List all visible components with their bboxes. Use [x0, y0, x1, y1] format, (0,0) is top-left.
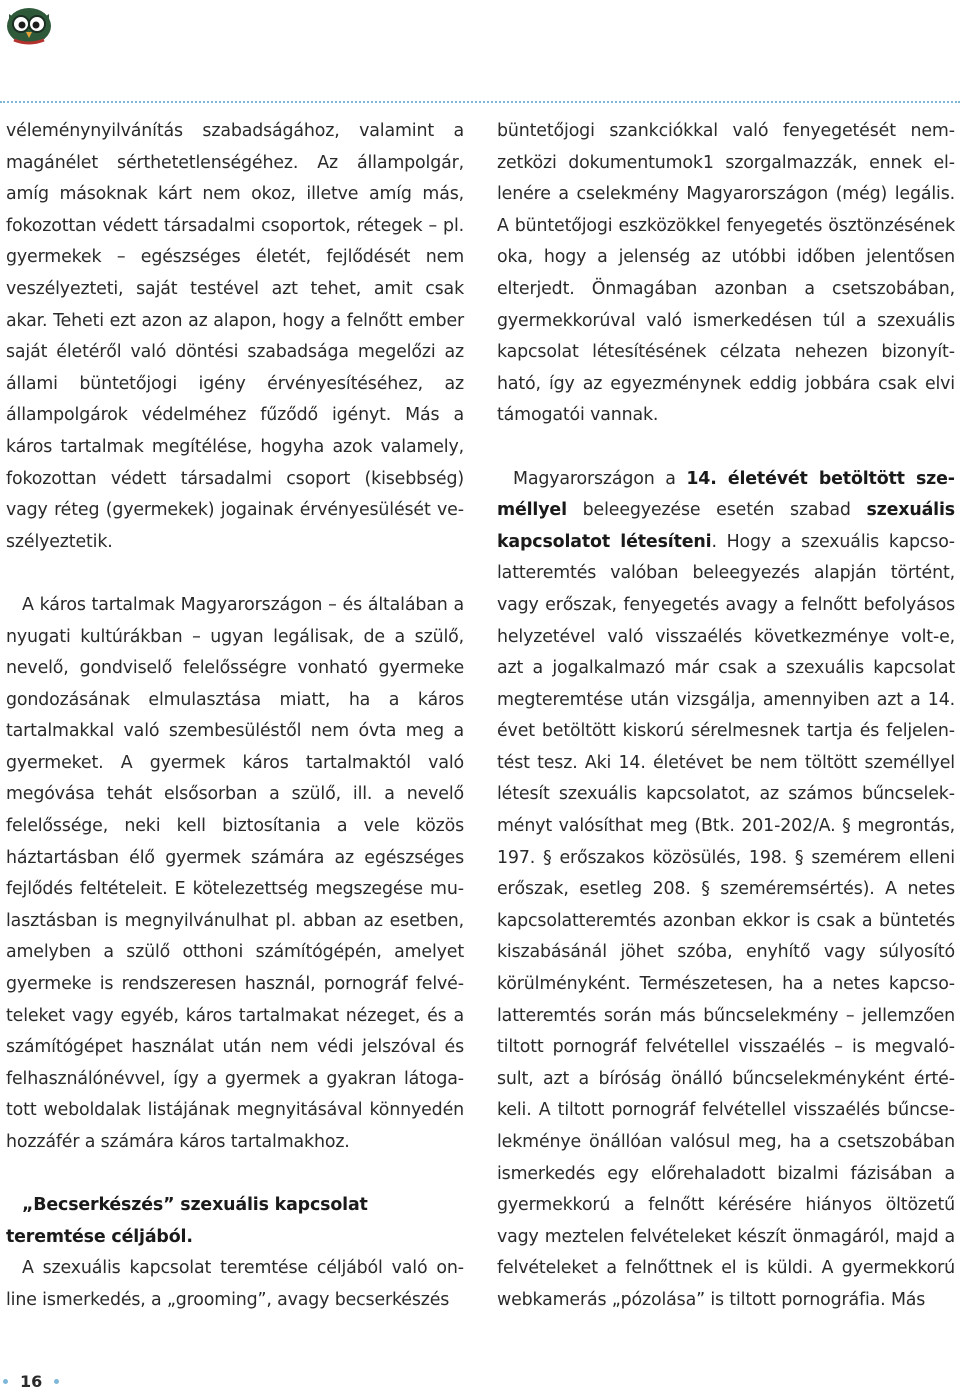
section-heading-text: „Becserkészés” szexuális kapcsolat teremtése céljából. — [6, 1195, 368, 1247]
left-paragraph-1: véleménynyilvánítás szabadságához, valamint a magánélet sérthetetlenségéhez. Az állampolgár, amíg másoknak kárt nem okoz, illetve amíg más, fokozottan védett társadalmi csoportok, rétegek – pl. gyermekek – egészséges életét, fejlődését nem veszélyezteti, saját testével azt tehet, amit csak akar. Teheti ezt azon az alapon, hogy a felnőtt ember saját életéről való döntési szabadsága megelőzi az állami büntetőjogi igény érvényesítéséhez, az állampolgárok védelméhez fűződő igényt. Más a káros tartalmak megítélése, hogyha azok valamely, fokozottan védett társadalmi csoport (kisebbség) vagy réteg (gyermekek) jogainak érvényesülését veszélyeztetik. — [6, 121, 464, 552]
page-footer — [0, 1366, 59, 1396]
left-column — [6, 116, 464, 1317]
right-p2-bold-age: 14. életévét betöltött személlyel — [497, 468, 955, 521]
right-p2-bold-consent: szexuális kapcsolatot létesíteni — [497, 500, 955, 552]
owl-logo-icon — [4, 0, 54, 46]
footer-dot-left — [3, 1379, 8, 1384]
top-divider — [0, 101, 960, 103]
right-column — [497, 116, 955, 1317]
right-paragraph-1: büntetőjogi szankciókkal való fenyegetését nemzetközi dokumentumok1 szorgalmazzák, ennek ellenére a cselekmény Magyarországon (még) legális. A büntetőjogi eszközökkel fenyegetés ösztönzésének oka, hogy a jelenség az utóbbi időben jelentősen elterjedt. Önmagában azonban a csetszobában, gyermekkorúval való ismerkedésen túl a szexuális kapcsolat létesítésének célzata nehezen bizonyítható, így az egyezménynek eddig jobbára csak elvi támogatói vannak. — [497, 121, 955, 426]
right-p2-mid: beleegyezése esetén szabad — [566, 500, 867, 521]
section-heading — [6, 1190, 464, 1253]
right-paragraph-2 — [497, 464, 955, 1317]
right-p2-start: Magyarországon a — [513, 468, 687, 489]
footer-dot-right — [54, 1379, 59, 1384]
page-number: 16 — [20, 1371, 43, 1391]
left-paragraph-2: A káros tartalmak Magyarországon – és általában a nyugati kultúrákban – ugyan legálisak, de a szülő, nevelő, gondviselő felelősségre vonható gyermeke gondozásának elmulasztása miatt, ha a káros tartalmakkal való szembesüléstől nem óvta meg a gyermeket. A gyermek káros tartalmaktól való megóvása tehát elsősorban a szülő, ill. a nevelő felelőssége, neki kell biztosítania a vele közös háztartásban élő gyermek számára az egészséges fejlődés feltételeit. E kötelezettség megszegése mulasztásban is megnyilvánulhat pl. abban az esetben, amelyben a szülő otthoni számítógépén, amelyet gyermeke is rendszeresen használ, pornográf felvételeket vagy egyéb, káros tartalmakat nézeget, és a számítógépet használat után nem védi jelszóval és felhasználónévvel, így a gyermek a gyakran látogatott weboldalak listájának megnyitásával könnyedén hozzáfér a számára káros tartalmakhoz. — [6, 594, 464, 1152]
left-paragraph-3: A szexuális kapcsolat teremtése céljából való online ismerkedés, a „grooming”, avagy becserkészés — [6, 1258, 464, 1310]
right-p2-rest: . Hogy a szexuális kapcsolatteremtés valóban beleegyezés alapján történt, vagy erőszak, fenyegetés avagy a felnőtt befolyásos helyzetével való visszaélés következménye volt-e, azt a jogalkalmazó már csak a szexuális kapcsolat megteremtése után vizsgálja, amennyiben azt a 14. évet betöltött kiskorú sérelmesnek tartja és feljelentést tesz. Aki 14. életévet be nem töltött személlyel létesít szexuális kapcsolatot, az számos bűncselekményt valósíthat meg (Btk. 201-202/A. § megrontás, 197. § erőszakos közösülés, 198. § szemérem elleni erőszak, esetleg 208. § szeméremsértés). A netes kapcsolatteremtés azonban ekkor is csak a büntetés kiszabásánál jöhet szóba, enyhítő vagy súlyosító körülményként. Természetesen, ha a netes kapcsolatteremtés során más bűncselekmény – jellemzően tiltott pornográf felvétellel visszaélés – is megvalósult, azt a bíróság önálló bűncselekményként értékeli. A tiltott pornográf felvétellel visszaélés bűncselekménye önállóan valósul meg, ha a csetszobában ismerkedés egy előrehaladott bizalmi fázisában a gyermekkorú a felnőtt kérésére hiányos öltözetű vagy meztelen felvételeket készít önmagáról, majd a felvételeket a felnőttnek el is küldi. A gyermekkorú webkamerás „pózolása” is tiltott pornográfia. Más — [497, 531, 955, 1310]
